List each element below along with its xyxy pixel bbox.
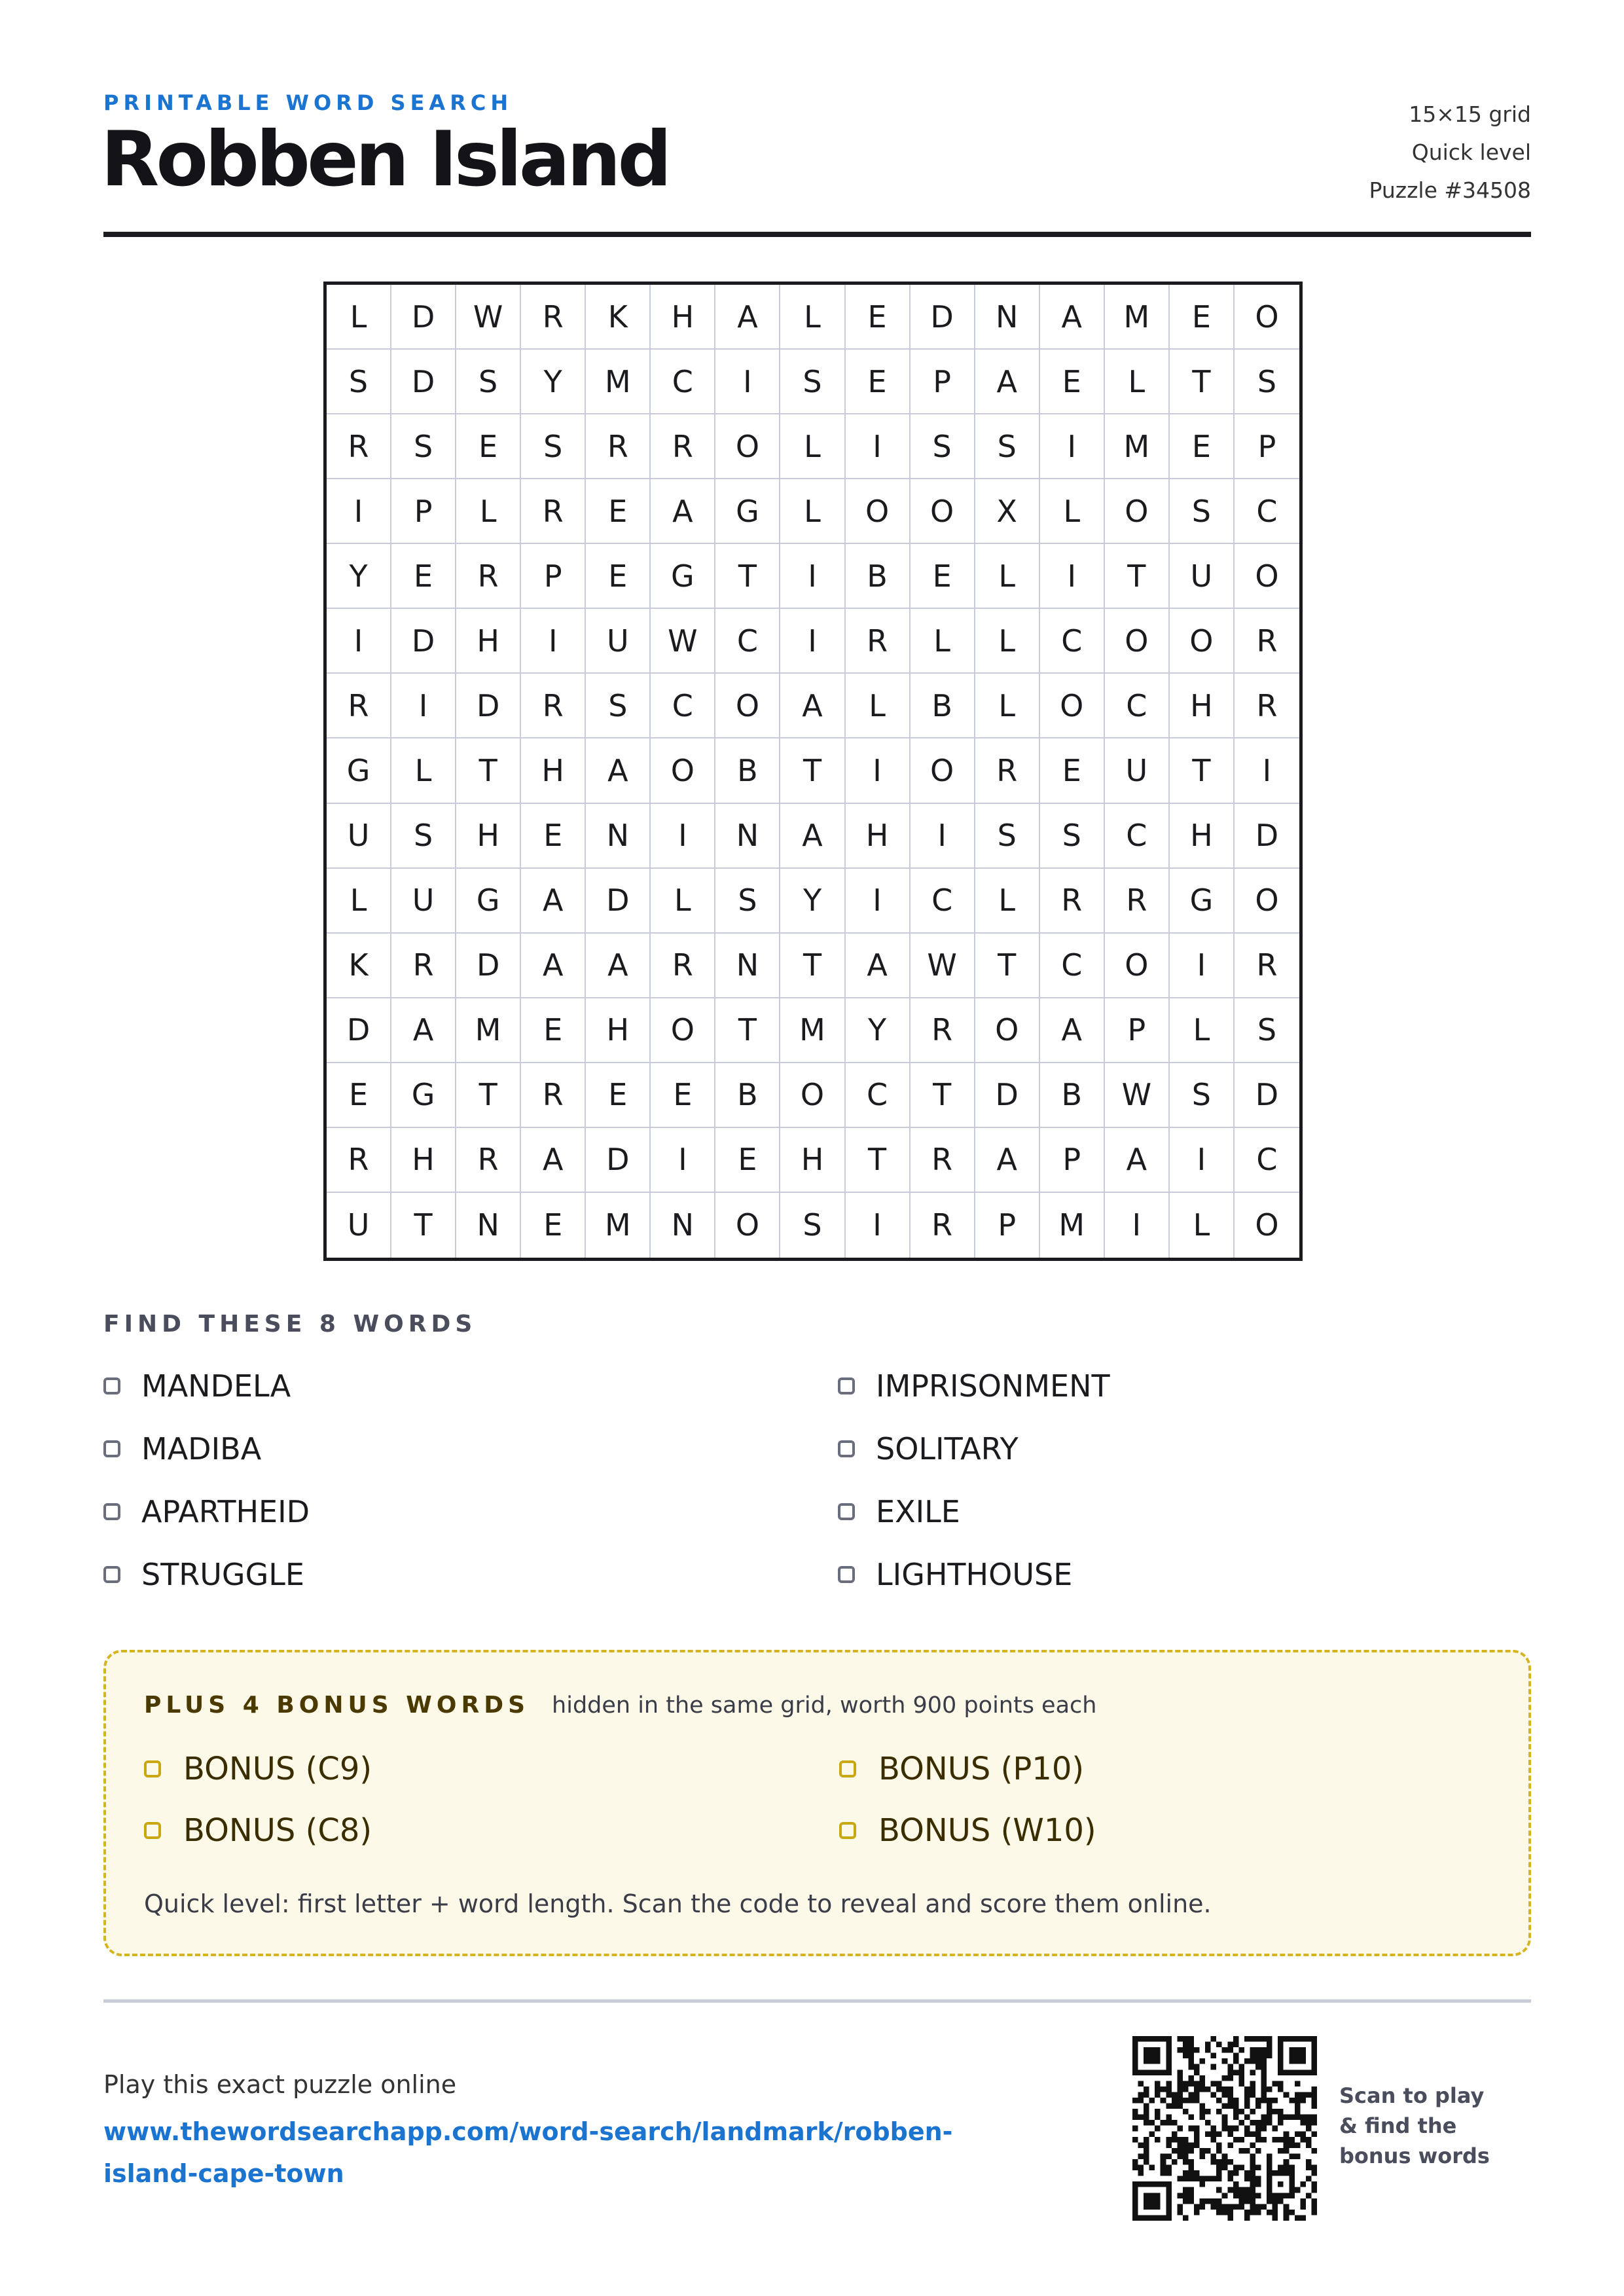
grid-cell[interactable]: T — [456, 738, 521, 803]
grid-cell[interactable]: S — [391, 804, 456, 869]
grid-cell[interactable]: R — [456, 1128, 521, 1193]
header-divider — [103, 232, 1531, 237]
grid-cell[interactable]: E — [391, 544, 456, 609]
qr-code[interactable] — [1132, 2036, 1317, 2221]
grid-cell[interactable]: M — [456, 998, 521, 1063]
grid-cell[interactable]: A — [780, 804, 845, 869]
bonus-title: PLUS 4 BONUS WORDS — [144, 1692, 530, 1719]
grid-cell[interactable]: O — [1255, 1207, 1279, 1243]
grid-cell[interactable]: E — [1040, 350, 1105, 414]
grid-cell[interactable]: I — [651, 804, 715, 869]
grid-cell[interactable]: S — [1040, 804, 1105, 869]
word-label: STRUGGLE — [141, 1557, 304, 1592]
grid-cell[interactable]: M — [1040, 1193, 1105, 1258]
grid-cell[interactable]: I — [911, 804, 975, 869]
grid-cell[interactable]: L — [975, 609, 1040, 674]
grid-cell[interactable]: O — [651, 998, 715, 1063]
grid-cell[interactable]: I — [846, 869, 911, 934]
play-online-label: Play this exact puzzle online — [103, 2070, 457, 2099]
grid-cell[interactable]: B — [911, 674, 975, 738]
grid-cell[interactable]: R — [586, 414, 651, 479]
grid-cell[interactable]: L — [975, 869, 1040, 934]
grid-cell[interactable]: K — [327, 934, 391, 998]
grid-cell[interactable]: R — [327, 414, 391, 479]
grid-cell[interactable]: E — [521, 804, 586, 869]
grid-cell[interactable]: D — [391, 285, 456, 350]
grid-cell[interactable]: B — [715, 738, 780, 803]
grid-cell[interactable]: P — [521, 544, 586, 609]
bonus-footnote: Quick level: first letter + word length. Scan the code to reveal and score them online. — [144, 1889, 1212, 1918]
grid-cell[interactable]: P — [1235, 414, 1299, 479]
grid-cell[interactable]: H — [1170, 804, 1235, 869]
grid-cell[interactable]: R — [911, 1193, 975, 1258]
grid-cell[interactable]: S — [975, 414, 1040, 479]
word-item[interactable] — [838, 1363, 1110, 1409]
page-title: Robben Island — [101, 115, 669, 204]
grid-cell[interactable]: E — [327, 1063, 391, 1128]
puzzle-meta — [1369, 96, 1531, 210]
grid-cell[interactable]: T — [975, 934, 1040, 998]
grid-cell[interactable]: A — [1040, 998, 1105, 1063]
word-label: IMPRISONMENT — [876, 1368, 1110, 1404]
grid-cell[interactable]: M — [1105, 414, 1170, 479]
grid-cell[interactable]: U — [586, 609, 651, 674]
grid-cell[interactable]: W — [651, 609, 715, 674]
grid-cell[interactable]: O — [911, 738, 975, 803]
grid-cell[interactable]: H — [1170, 674, 1235, 738]
grid-cell[interactable]: A — [1040, 285, 1105, 350]
grid-cell[interactable]: L — [975, 544, 1040, 609]
grid-cell[interactable]: G — [327, 738, 391, 803]
checkbox-icon[interactable] — [144, 1760, 161, 1777]
puzzle-link[interactable]: www.thewordsearchapp.com/word-search/landmark/robben-island-cape-town — [103, 2117, 953, 2188]
grid-cell[interactable]: S — [1170, 479, 1235, 544]
grid-cell[interactable]: G — [1170, 869, 1235, 934]
grid-cell[interactable]: I — [1105, 1193, 1170, 1258]
grid-cell[interactable]: Y — [846, 998, 911, 1063]
grid-cell[interactable]: G — [456, 869, 521, 934]
grid-cell[interactable]: S — [1170, 1063, 1235, 1128]
grid-cell[interactable]: I — [1170, 1128, 1235, 1193]
grid-cell[interactable]: A — [780, 674, 845, 738]
grid-cell[interactable]: E — [586, 1063, 651, 1128]
grid-cell[interactable]: E — [715, 1128, 780, 1193]
grid-cell[interactable]: H — [651, 285, 715, 350]
grid-cell[interactable]: D — [456, 674, 521, 738]
grid-cell[interactable]: C — [911, 869, 975, 934]
grid-cell[interactable]: N — [651, 1193, 715, 1258]
grid-cell[interactable]: E — [651, 1063, 715, 1128]
word-list — [103, 1363, 1531, 1618]
grid-cell[interactable]: C — [1235, 1128, 1299, 1193]
grid-cell[interactable]: S — [456, 350, 521, 414]
grid-cell[interactable]: P — [975, 1193, 1040, 1258]
grid-cell[interactable]: A — [651, 479, 715, 544]
word-item[interactable] — [103, 1489, 310, 1535]
grid-cell[interactable]: H — [586, 998, 651, 1063]
grid-cell[interactable]: H — [846, 804, 911, 869]
grid-cell[interactable]: O — [1105, 609, 1170, 674]
grid-cell[interactable]: S — [1235, 998, 1299, 1063]
grid-cell[interactable]: X — [975, 479, 1040, 544]
word-label: SOLITARY — [876, 1431, 1019, 1467]
word-label: APARTHEID — [141, 1494, 310, 1529]
grid-cell[interactable]: E — [586, 544, 651, 609]
grid-cell[interactable]: W — [1105, 1063, 1170, 1128]
grid-cell[interactable]: E — [911, 544, 975, 609]
bonus-word-item[interactable] — [144, 1812, 372, 1849]
grid-cell[interactable]: R — [911, 1128, 975, 1193]
grid-cell[interactable]: L — [1170, 998, 1235, 1063]
grid-size-label: 15×15 grid — [1409, 101, 1531, 127]
grid-cell[interactable]: T — [1105, 544, 1170, 609]
grid-cell[interactable]: C — [651, 674, 715, 738]
grid-cell[interactable]: C — [715, 609, 780, 674]
grid-cell[interactable]: I — [1040, 414, 1105, 479]
grid-cell[interactable]: B — [846, 544, 911, 609]
grid-cell[interactable]: E — [1170, 414, 1235, 479]
checkbox-icon[interactable] — [103, 1377, 120, 1394]
grid-cell[interactable]: A — [1105, 1128, 1170, 1193]
grid-cell[interactable]: E — [456, 414, 521, 479]
grid-cell[interactable]: B — [1040, 1063, 1105, 1128]
word-label: EXILE — [876, 1494, 960, 1529]
grid-cell[interactable]: C — [846, 1063, 911, 1128]
grid-cell[interactable]: S — [521, 414, 586, 479]
grid-cell[interactable]: A — [715, 285, 780, 350]
grid-cell[interactable]: A — [521, 869, 586, 934]
grid-cell[interactable]: Y — [521, 350, 586, 414]
grid-cell[interactable]: A — [846, 934, 911, 998]
bonus-word-item[interactable] — [839, 1751, 1084, 1787]
checkbox-icon[interactable] — [838, 1377, 855, 1394]
word-label: MANDELA — [141, 1368, 291, 1404]
grid-cell[interactable]: E — [521, 1193, 586, 1258]
grid-cell[interactable]: I — [327, 609, 391, 674]
grid-cell[interactable]: C — [1235, 479, 1299, 544]
checkbox-icon[interactable] — [838, 1503, 855, 1520]
grid-cell[interactable]: D — [975, 1063, 1040, 1128]
bonus-word-label: BONUS (C8) — [183, 1812, 372, 1849]
grid-cell[interactable]: P — [1040, 1128, 1105, 1193]
qr-caption: Scan to play & find the bonus words — [1339, 2083, 1490, 2168]
grid-cell[interactable]: C — [1105, 804, 1170, 869]
grid-cell[interactable]: O — [715, 674, 780, 738]
bonus-word-label: BONUS (P10) — [878, 1751, 1085, 1787]
grid-cell[interactable]: I — [1170, 934, 1235, 998]
grid-cell[interactable]: P — [911, 350, 975, 414]
word-item[interactable] — [838, 1426, 1019, 1472]
grid-cell[interactable]: E — [586, 479, 651, 544]
grid-cell[interactable]: A — [975, 350, 1040, 414]
grid-cell[interactable]: L — [1170, 1193, 1235, 1258]
grid-cell[interactable]: E — [1170, 285, 1235, 350]
grid-cell[interactable]: O — [846, 479, 911, 544]
grid-cell[interactable]: L — [327, 869, 391, 934]
word-item[interactable] — [838, 1552, 1072, 1597]
grid-cell[interactable]: E — [846, 285, 911, 350]
grid-cell[interactable]: O — [780, 1063, 845, 1128]
word-item[interactable] — [103, 1552, 304, 1597]
grid-cell[interactable]: L — [1105, 350, 1170, 414]
checkbox-icon[interactable] — [144, 1822, 161, 1839]
grid-cell[interactable]: I — [1040, 544, 1105, 609]
grid-cell[interactable]: A — [586, 738, 651, 803]
grid-cell[interactable]: N — [715, 804, 780, 869]
grid-cell[interactable]: T — [1170, 738, 1235, 803]
grid-cell[interactable]: T — [715, 544, 780, 609]
grid-cell[interactable]: P — [1105, 998, 1170, 1063]
grid-cell[interactable]: D — [586, 869, 651, 934]
word-item[interactable] — [103, 1363, 291, 1409]
word-item[interactable] — [103, 1426, 261, 1472]
grid-cell[interactable]: G — [715, 479, 780, 544]
grid-cell[interactable]: K — [586, 285, 651, 350]
eyebrow-label: PRINTABLE WORD SEARCH — [103, 90, 513, 115]
grid-cell[interactable]: R — [1235, 609, 1299, 674]
grid-cell[interactable]: I — [780, 544, 845, 609]
grid-cell[interactable]: A — [975, 1128, 1040, 1193]
grid-cell[interactable]: R — [651, 934, 715, 998]
grid-cell[interactable]: T — [715, 998, 780, 1063]
checkbox-icon[interactable] — [103, 1503, 120, 1520]
grid-cell[interactable]: G — [391, 1063, 456, 1128]
grid-cell[interactable]: O — [715, 414, 780, 479]
grid-cell[interactable]: L — [327, 285, 391, 350]
grid-cell[interactable]: I — [846, 414, 911, 479]
grid-cell[interactable]: R — [651, 414, 715, 479]
grid-cell[interactable]: I — [391, 674, 456, 738]
grid-cell[interactable]: R — [1105, 869, 1170, 934]
grid-cell[interactable]: O — [1040, 674, 1105, 738]
grid-cell[interactable]: S — [715, 869, 780, 934]
grid-cell[interactable]: L — [975, 674, 1040, 738]
grid-cell[interactable]: I — [1235, 738, 1299, 803]
grid-cell[interactable]: T — [1170, 350, 1235, 414]
grid-cell[interactable]: E — [521, 998, 586, 1063]
grid-cell[interactable]: L — [391, 738, 456, 803]
grid-cell[interactable]: D — [911, 285, 975, 350]
grid-cell[interactable]: I — [327, 479, 391, 544]
bonus-word-label: BONUS (W10) — [878, 1812, 1096, 1849]
grid-cell[interactable]: H — [521, 738, 586, 803]
grid-cell[interactable]: C — [1040, 609, 1105, 674]
grid-cell[interactable]: O — [1235, 544, 1299, 609]
level-label: Quick level — [1411, 139, 1531, 165]
grid-cell[interactable]: I — [846, 738, 911, 803]
grid-cell[interactable]: I — [715, 350, 780, 414]
grid-cell[interactable]: R — [975, 738, 1040, 803]
grid-cell[interactable]: T — [846, 1128, 911, 1193]
grid-cell[interactable]: R — [846, 609, 911, 674]
grid-cell[interactable]: R — [327, 674, 391, 738]
grid-cell[interactable]: R — [521, 479, 586, 544]
grid-cell[interactable]: G — [651, 544, 715, 609]
grid-cell[interactable]: S — [327, 350, 391, 414]
grid-cell[interactable]: S — [586, 674, 651, 738]
grid-cell[interactable]: O — [1235, 285, 1299, 350]
grid-cell[interactable]: N — [586, 804, 651, 869]
grid-cell[interactable]: D — [1235, 1063, 1299, 1128]
grid-cell[interactable]: D — [391, 609, 456, 674]
grid-cell[interactable]: L — [780, 414, 845, 479]
grid-cell[interactable]: S — [391, 414, 456, 479]
checkbox-icon[interactable] — [838, 1440, 855, 1457]
grid-cell[interactable]: H — [780, 1128, 845, 1193]
grid-cell[interactable]: E — [846, 350, 911, 414]
grid-cell[interactable]: M — [1105, 285, 1170, 350]
grid-cell[interactable]: O — [715, 1193, 780, 1258]
grid-cell[interactable]: I — [651, 1128, 715, 1193]
grid-cell[interactable]: L — [911, 609, 975, 674]
grid-cell[interactable]: Y — [780, 869, 845, 934]
grid-cell[interactable]: U — [1170, 544, 1235, 609]
grid-cell[interactable]: L — [780, 479, 845, 544]
grid-cell[interactable]: L — [780, 285, 845, 350]
grid-cell[interactable]: O — [975, 998, 1040, 1063]
bonus-word-item[interactable] — [839, 1812, 1096, 1849]
grid-cell[interactable]: S — [780, 350, 845, 414]
grid-cell[interactable]: R — [1235, 674, 1299, 738]
grid-cell[interactable]: M — [586, 1193, 651, 1258]
grid-cell[interactable]: R — [1235, 934, 1299, 998]
grid-cell[interactable]: U — [327, 804, 391, 869]
grid-cell[interactable]: O — [1105, 934, 1170, 998]
grid-cell[interactable]: N — [715, 934, 780, 998]
grid-cell[interactable]: S — [975, 804, 1040, 869]
grid-cell[interactable]: W — [911, 934, 975, 998]
grid-cell[interactable]: W — [456, 285, 521, 350]
grid-cell[interactable]: I — [521, 609, 586, 674]
grid-cell[interactable]: L — [456, 479, 521, 544]
bonus-word-label: BONUS (C9) — [183, 1751, 372, 1787]
grid-cell[interactable]: C — [1040, 934, 1105, 998]
grid-cell[interactable]: D — [391, 350, 456, 414]
grid-cell[interactable]: T — [911, 1063, 975, 1128]
grid-cell[interactable]: D — [1235, 804, 1299, 869]
grid-cell[interactable]: H — [391, 1128, 456, 1193]
checkbox-icon[interactable] — [839, 1822, 856, 1839]
grid-cell[interactable]: C — [1105, 674, 1170, 738]
bonus-word-item[interactable] — [144, 1751, 372, 1787]
grid-cell[interactable]: A — [391, 998, 456, 1063]
find-words-heading: FIND THESE 8 WORDS — [103, 1311, 477, 1338]
grid-cell[interactable]: O — [1105, 479, 1170, 544]
grid-cell[interactable]: O — [651, 738, 715, 803]
grid-cell[interactable]: S — [780, 1193, 845, 1258]
letter-grid[interactable] — [323, 282, 1303, 1261]
grid-cell[interactable]: R — [391, 934, 456, 998]
grid-cell[interactable]: A — [586, 934, 651, 998]
grid-cell[interactable]: T — [456, 1063, 521, 1128]
grid-cell[interactable]: M — [780, 998, 845, 1063]
grid-cell[interactable]: R — [456, 544, 521, 609]
grid-cell[interactable]: R — [521, 674, 586, 738]
checkbox-icon[interactable] — [103, 1440, 120, 1457]
puzzle-id-label: Puzzle #34508 — [1369, 177, 1531, 203]
grid-cell[interactable]: E — [1040, 738, 1105, 803]
footer-divider — [103, 1999, 1531, 2003]
grid-cell[interactable]: R — [1040, 869, 1105, 934]
grid-cell[interactable]: R — [521, 285, 586, 350]
grid-cell[interactable]: C — [651, 350, 715, 414]
grid-cell[interactable]: D — [456, 934, 521, 998]
grid-cell[interactable]: N — [975, 285, 1040, 350]
bonus-panel — [103, 1650, 1531, 1956]
grid-cell[interactable]: I — [780, 609, 845, 674]
grid-cell[interactable]: T — [780, 738, 845, 803]
grid-cell[interactable]: T — [780, 934, 845, 998]
grid-cell[interactable]: R — [911, 998, 975, 1063]
bonus-header — [144, 1692, 1096, 1719]
grid-cell[interactable]: A — [521, 1128, 586, 1193]
grid-cell[interactable]: L — [846, 674, 911, 738]
grid-cell[interactable]: O — [911, 479, 975, 544]
word-label: MADIBA — [141, 1431, 262, 1467]
grid-cell[interactable]: D — [586, 1128, 651, 1193]
grid-cell[interactable]: P — [391, 479, 456, 544]
grid-cell[interactable]: N — [456, 1193, 521, 1258]
grid-cell[interactable]: I — [846, 1193, 911, 1258]
grid-cell[interactable]: S — [911, 414, 975, 479]
checkbox-icon[interactable] — [103, 1566, 120, 1583]
grid-cell[interactable]: M — [586, 350, 651, 414]
checkbox-icon[interactable] — [839, 1760, 856, 1777]
grid-cell[interactable]: A — [521, 934, 586, 998]
grid-cell[interactable]: D — [327, 998, 391, 1063]
word-item[interactable] — [838, 1489, 960, 1535]
grid-cell[interactable]: R — [521, 1063, 586, 1128]
grid-cell[interactable]: H — [456, 609, 521, 674]
checkbox-icon[interactable] — [838, 1566, 855, 1583]
grid-cell[interactable]: H — [456, 804, 521, 869]
bonus-subtitle: hidden in the same grid, worth 900 points each — [552, 1692, 1097, 1719]
grid-cell[interactable]: O — [1170, 609, 1235, 674]
grid-cell[interactable]: B — [715, 1063, 780, 1128]
grid-cell[interactable]: U — [1105, 738, 1170, 803]
grid-cell[interactable]: L — [1040, 479, 1105, 544]
grid-cell[interactable]: Y — [327, 544, 391, 609]
grid-cell[interactable]: S — [1235, 350, 1299, 414]
grid-cell[interactable]: T — [391, 1193, 456, 1258]
grid-cell[interactable]: O — [1235, 869, 1299, 934]
grid-cell[interactable]: R — [327, 1128, 391, 1193]
grid-cell[interactable]: U — [391, 869, 456, 934]
word-label: LIGHTHOUSE — [876, 1557, 1073, 1592]
grid-cell[interactable]: L — [651, 869, 715, 934]
grid-cell[interactable]: U — [327, 1193, 391, 1258]
